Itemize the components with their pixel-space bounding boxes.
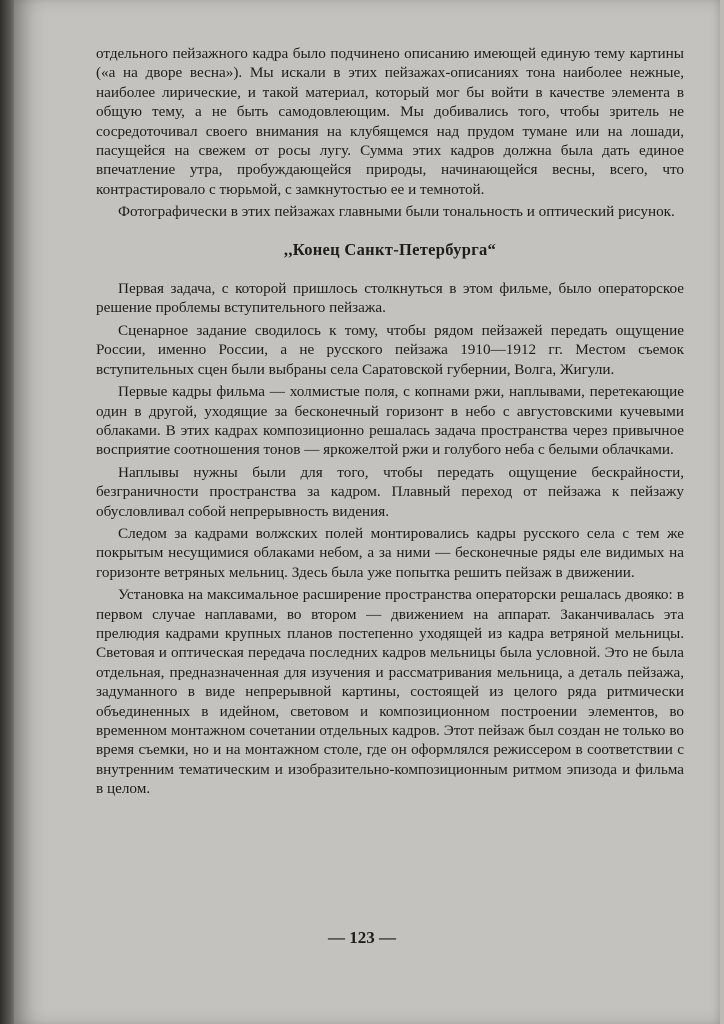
- page-text-block: [96, 44, 684, 799]
- paragraph-space-expansion: Установка на максимальное расширение пространства операторски решалась двояко: в первом случае наплавами, во втором — движением на аппарат. Заканчивалась эта прелюдия кадрами крупных планов постепенно уходящей из кадра ветряной мельницы. Световая и оптическая передача последних кадров мельницы была условной. Это не была отдельная, предназначенная для изучения и рассматривания мельница, а деталь пейзажа, задуманного в виде непрерывной картины, состоящей из целого ряда ритмически объединенных в идейном, световом и композиционном построении элементов, во временном монтажном сочетании отдельных кадров. Этот пейзаж был создан не только во время съемки, но и на монтажном столе, где он оформлялся режиссером в соответствии с внутренним тематическим и изобразительно-композиционным ритмом эпизода и фильма в целом.: [96, 586, 684, 798]
- paragraph-village: Следом за кадрами волжских полей монтировались кадры русского села с тем же покрытым несущимися облаками небом, а за ними — бесконечные ряды еле видимых на горизонте ветряных мельниц. Здесь была уже попытка решить пейзаж в движении.: [96, 524, 684, 581]
- paragraph-scenario: Сценарное задание сводилось к тому, чтобы рядом пейзажей передать ощущение России, именно России, а не русского пейзажа 1910—1912 гг. Местом съемок вступительных сцен были выбраны села Саратовской губернии, Волга, Жигули.: [96, 321, 684, 378]
- section-heading: ,,Конец Санкт-Петербурга“: [283, 239, 497, 259]
- paragraph-continued: отдельного пейзажного кадра было подчинено описанию имеющей единую тему картины («а на дворе весна»). Мы искали в этих пейзажах-описаниях тона наиболее нежные, наиболее лирические, и такой материал, который мог бы войти в качестве элемента в общую тему, а не быть самодовлеющим. Мы добивались того, чтобы зритель не сосредоточивал своего внимания на клубящемся над прудом тумане или на лошади, пасущейся на свежем от росы лугу. Сумма этих кадров должна была дать единое впечатление утра, пробуждающейся природы, начинающейся весны, всего, что контрастировало с тюрьмой, с замкнутостью ее и темнотой.: [96, 45, 684, 198]
- paragraph-first-shots: Первые кадры фильма — холмистые поля, с копнами ржи, наплывами, перетекающие один в другой, уходящие за бесконечный горизонт в небо с августовскими кучевыми облаками. В этих кадрах композиционно решалась задача пространства через привычное восприятие соотношения тонов — яркожелтой ржи и голубого неба с белыми облачками.: [96, 383, 684, 459]
- paragraph-first-task: Первая задача, с которой пришлось столкнуться в этом фильме, было операторское решение проблемы вступительного пейзажа.: [96, 280, 684, 317]
- book-page: [14, 0, 720, 1024]
- paragraph-dissolves: Наплывы нужны были для того, чтобы передать ощущение бескрайности, безграничности пространства за кадром. Плавный переход от пейзажа к пейзажу обусловливал собой непрерывность видения.: [96, 463, 684, 520]
- page-number: — 123 —: [328, 928, 396, 947]
- paragraph-photographic-note: Фотографически в этих пейзажах главными были тональность и оптический рисунок.: [118, 203, 675, 221]
